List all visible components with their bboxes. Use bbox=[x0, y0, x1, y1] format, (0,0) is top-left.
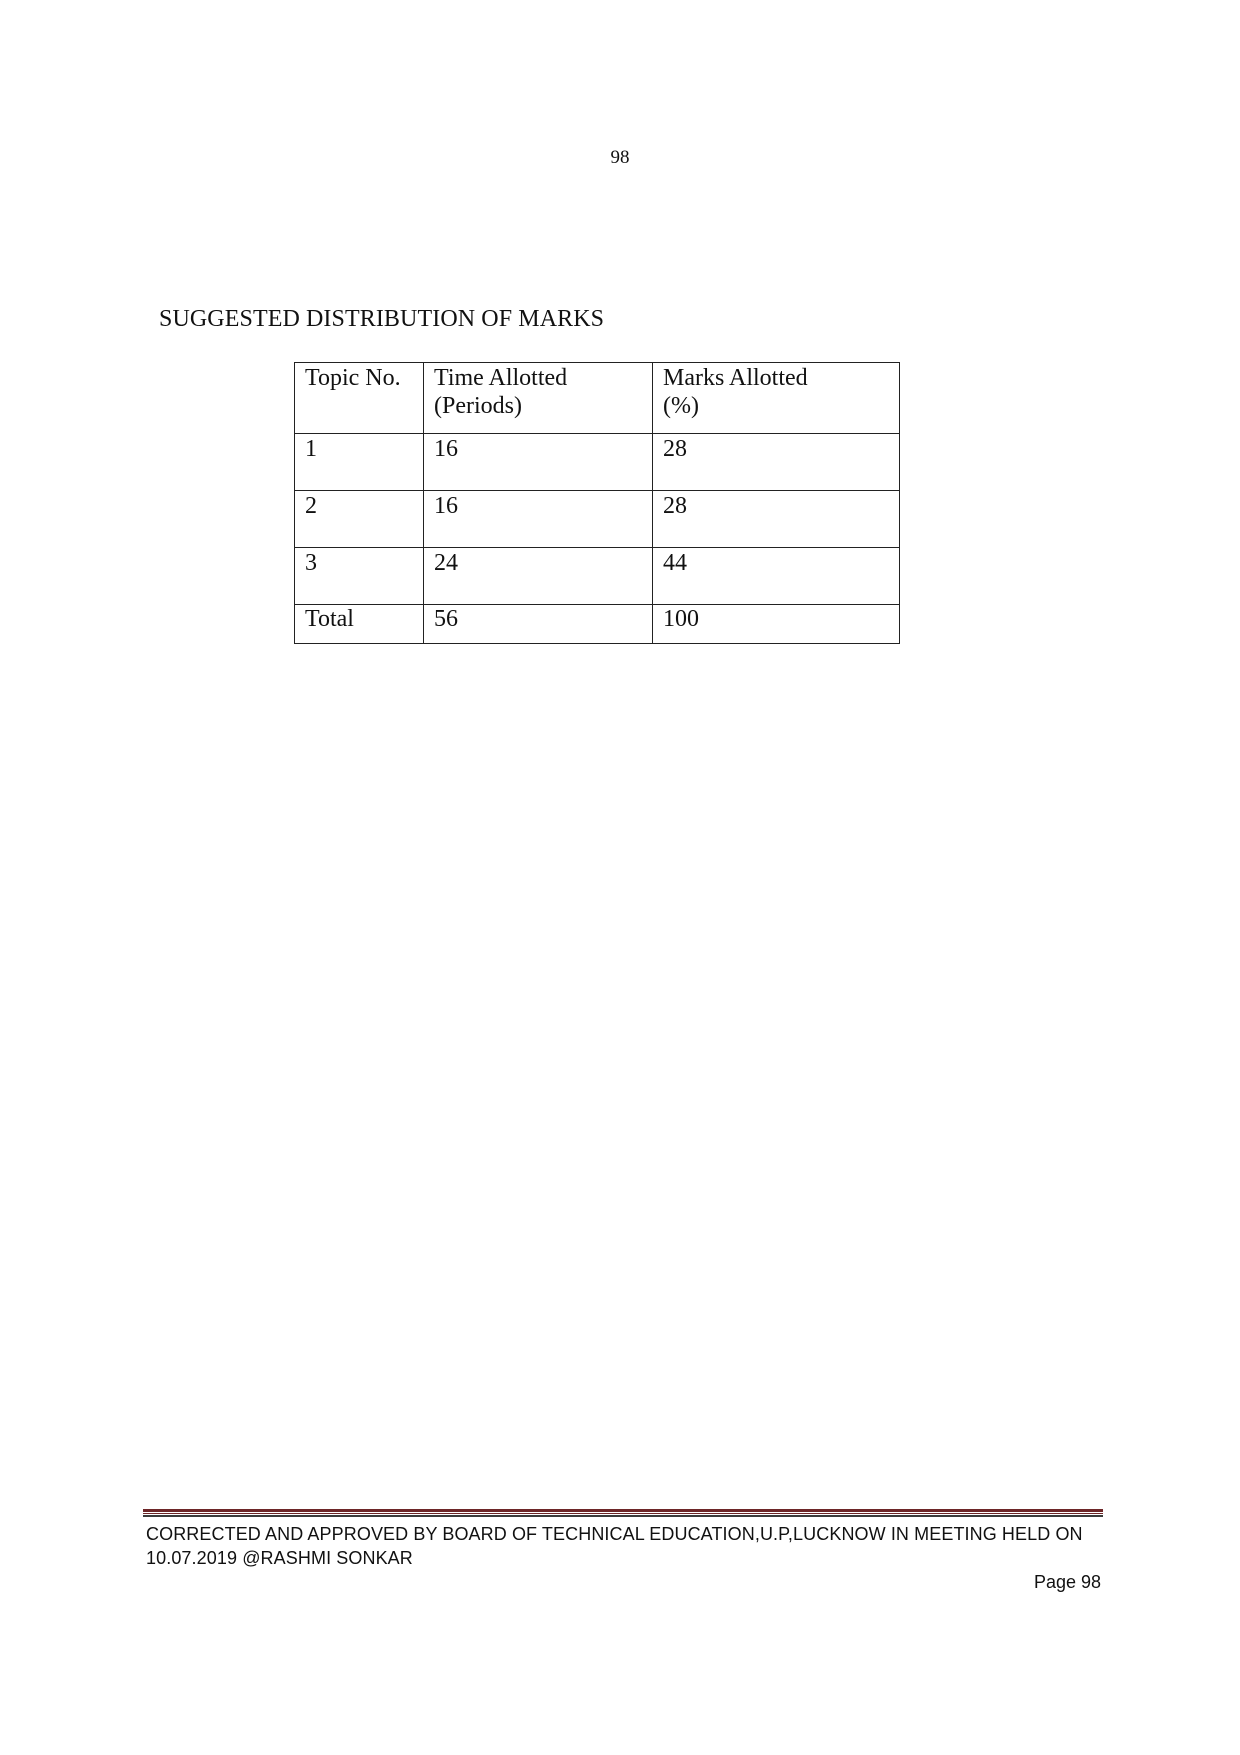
cell-marks: 28 bbox=[653, 491, 900, 548]
header-marks-allotted bbox=[653, 363, 900, 434]
cell-time: 24 bbox=[424, 548, 653, 605]
footer-divider-thin bbox=[143, 1513, 1103, 1514]
footer-line-1: CORRECTED AND APPROVED BY BOARD OF TECHNICAL EDUCATION,U.P,LUCKNOW IN MEETING HELD ON bbox=[146, 1524, 1083, 1544]
footer-page-label: Page 98 bbox=[1033, 1572, 1101, 1592]
header-marks-line1: Marks Allotted bbox=[663, 365, 808, 391]
footer-divider-thick bbox=[143, 1509, 1103, 1512]
header-time-allotted bbox=[424, 363, 653, 434]
cell-topic: 2 bbox=[295, 491, 424, 548]
header-topic-label: Topic No. bbox=[305, 365, 401, 391]
page-number-top: 98 bbox=[610, 147, 630, 168]
cell-time: 16 bbox=[424, 491, 653, 548]
cell-topic: 1 bbox=[295, 434, 424, 491]
cell-topic: 3 bbox=[295, 548, 424, 605]
footer-line-2: 10.07.2019 @RASHMI SONKAR bbox=[146, 1548, 413, 1568]
header-topic-no bbox=[295, 363, 424, 434]
footer-divider bbox=[143, 1509, 1103, 1517]
cell-total-time: 56 bbox=[424, 605, 653, 644]
cell-total-label: Total bbox=[295, 605, 424, 644]
table-row bbox=[295, 434, 900, 491]
cell-marks: 44 bbox=[653, 548, 900, 605]
cell-total-marks: 100 bbox=[653, 605, 900, 644]
table-row bbox=[295, 491, 900, 548]
footer-divider-dark bbox=[143, 1515, 1103, 1517]
cell-time: 16 bbox=[424, 434, 653, 491]
cell-marks: 28 bbox=[653, 434, 900, 491]
marks-distribution-table bbox=[294, 362, 900, 644]
table-row bbox=[295, 548, 900, 605]
table-header-row bbox=[295, 363, 900, 434]
footer-approval-note bbox=[146, 1522, 1106, 1570]
table-total-row bbox=[295, 605, 900, 644]
header-marks-line2: (%) bbox=[663, 393, 699, 419]
header-time-line2: (Periods) bbox=[434, 393, 522, 419]
section-heading: SUGGESTED DISTRIBUTION OF MARKS bbox=[159, 306, 605, 332]
header-time-line1: Time Allotted bbox=[434, 365, 568, 391]
